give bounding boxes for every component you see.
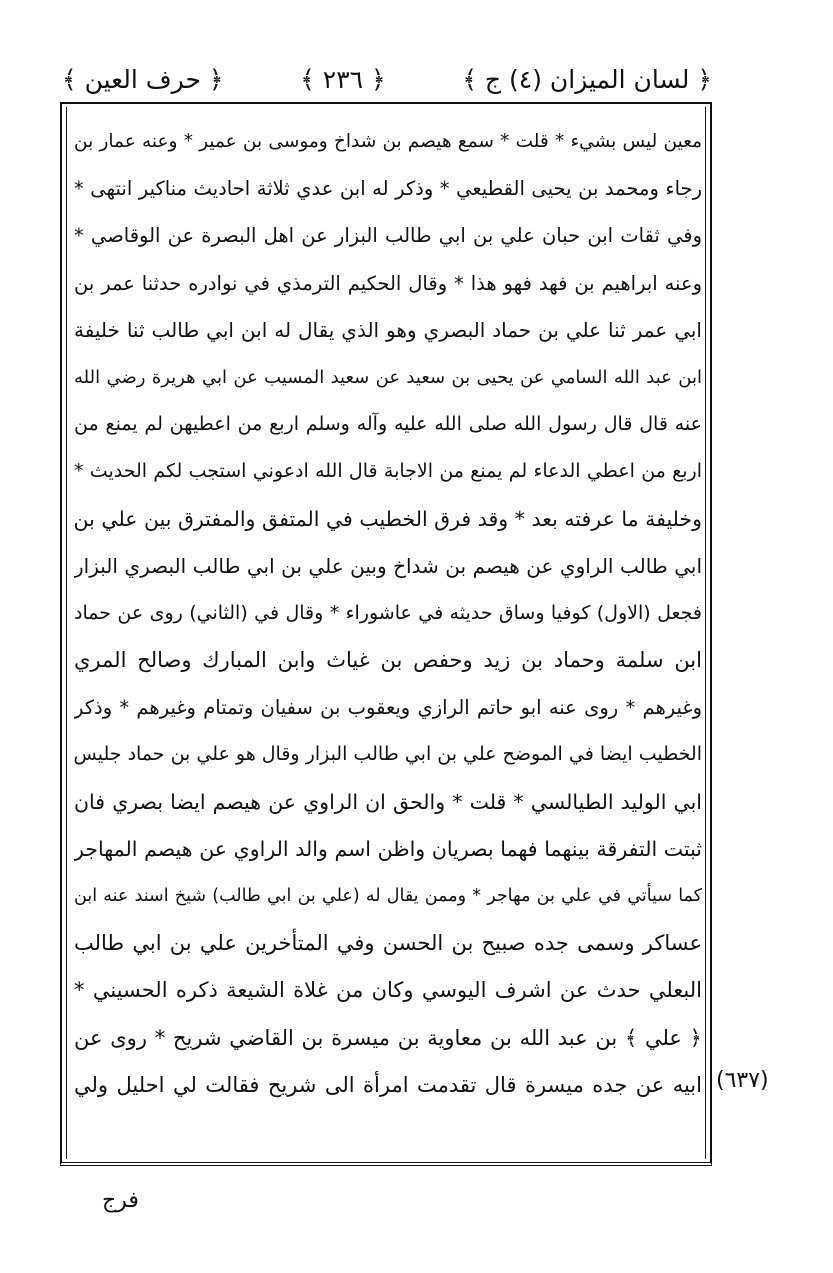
text-line: رجاء ومحمد بن يحيى القطيعي * وذكر له ابن عدي ثلاثة احاديث مناكير انتهى * — [74, 177, 702, 201]
text-line: كما سيأتي في علي بن مهاجر * وممن يقال له (علي بن ابي طالب) شيخ اسند عنه ابن — [74, 886, 702, 906]
text-line: اربع من اعطي الدعاء لم يمنع من الاجابة قال الله ادعوني استجب لكم الحديث * — [74, 460, 702, 483]
text-line: ابي الوليد الطيالسي * قلت * والحق ان الراوي عن هيصم ايضا بصري فان — [74, 789, 702, 814]
running-header — [62, 58, 712, 100]
text-line: وخليفة ما عرفته بعد * وقد فرق الخطيب في المتفق والمفترق بين علي بن — [74, 506, 702, 531]
chapter-title: ﴿ حرف العين ﴾ — [62, 64, 224, 94]
text-line: ابن سلمة وحماد بن زيد وحفص بن غياث وابن المبارك وصالح المري — [74, 648, 702, 673]
text-line: وفي ثقات ابن حبان علي بن ابي طالب البزار عن اهل البصرة عن الوقاصي * — [74, 224, 702, 248]
footer-signature: فرج — [102, 1188, 139, 1213]
text-line: البعلي حدث عن اشرف اليوسي وكان من غلاة الشيعة ذكره الحسيني * — [74, 978, 702, 1003]
entry-number-margin-note: (٦٣٧) — [716, 1068, 769, 1093]
text-line: ابي طالب الراوي عن هيصم بن شداخ وبين علي بن ابي طالب البصري البزار — [74, 553, 702, 578]
text-line: ﴿ علي ﴾ بن عبد الله بن معاوية بن ميسرة بن القاضي شريح * روى عن — [74, 1025, 702, 1050]
text-line: ثبتت التفرقة بينهما فهما بصريان واظن اسم والد الراوي عن هيصم المهاجر — [74, 836, 702, 861]
text-line: عساكر وسمى جده صبيح بن الحسن وفي المتأخرين علي بن ابي طالب — [74, 931, 702, 956]
body-text — [74, 118, 702, 1109]
text-line: ابيه عن جده ميسرة قال تقدمت امرأة الى شريح فقالت لي احليل ولي — [74, 1072, 702, 1097]
book-title: ﴿ لسان الميزان (٤) ج ﴾ — [462, 64, 712, 94]
text-line: معين ليس بشيء * قلت * سمع هيصم بن شداخ وموسى بن عمير * وعنه عمار بن — [74, 131, 702, 152]
text-line: وغيرهم * روى عنه ابو حاتم الرازي ويعقوب بن سفيان وتمتام وغيرهم * وذكر — [74, 696, 702, 720]
page-number: ﴿ ٢٣٦ ﴾ — [300, 64, 386, 94]
text-line: عنه قال قال رسول الله صلى الله عليه وآله وسلم اربع من اعطيهن لم يمنع من — [74, 413, 702, 436]
text-line: ابن عبد الله السامي عن يحيى بن سعيد عن سعيد المسيب عن ابي هريرة رضي الله — [74, 366, 702, 388]
text-line: الخطيب ايضا في الموضح علي بن ابي طالب البزار وقال هو علي بن حماد جليس — [74, 743, 702, 766]
text-line: فجعل (الاول) كوفيا وساق حديثه في عاشوراء * وقال في (الثاني) روى عن حماد — [74, 601, 702, 624]
text-line: وعنه ابراهيم بن فهد فهو هذا * وقال الحكيم الترمذي في نوادره حدثنا عمر بن — [74, 271, 702, 295]
text-line: ابي عمر ثنا علي بن حماد البصري وهو الذي يقال له ابن ابي طالب ثنا خليفة — [74, 317, 702, 342]
